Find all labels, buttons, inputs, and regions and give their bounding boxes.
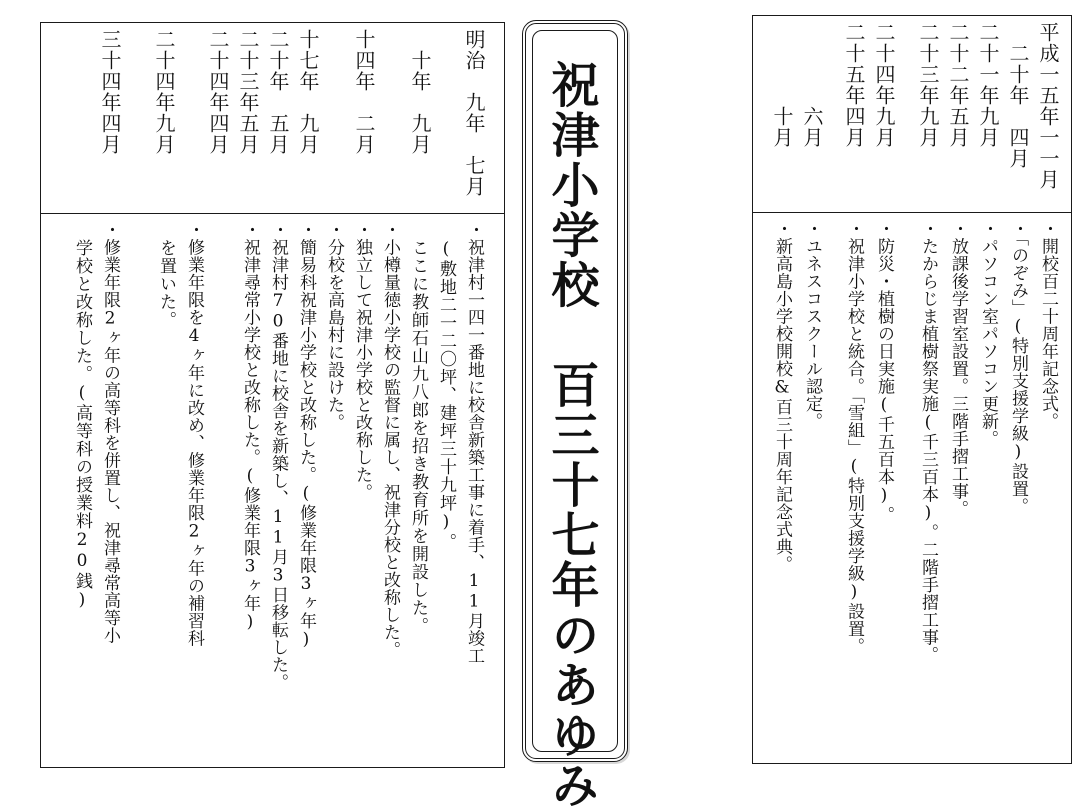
right-event-7: ・ユネスコスクール認定。	[802, 220, 822, 430]
right-date-7: 六月	[800, 22, 824, 148]
page-title: 祝津小学校 百三十七年のあゆみ	[543, 60, 599, 810]
left-date-3: 十七年 九月	[296, 29, 320, 155]
right-divider	[753, 212, 1071, 213]
left-date-2: 十四年 二月	[352, 29, 376, 155]
left-event-0: ・祝津村一四一番地に校舎新築工事に着手、11月竣工	[464, 221, 484, 665]
right-date-4: 二十三年九月	[916, 22, 940, 148]
right-date-5: 二十四年九月	[872, 22, 896, 148]
left-date-1: 十年 九月	[408, 29, 432, 155]
left-event-12: 学校と改称した。(高等科の授業料20銭)	[72, 221, 92, 611]
right-event-3: ・放課後学習室設置。三階手摺工事。	[948, 220, 968, 518]
right-event-2: ・パソコン室パソコン更新。	[978, 220, 998, 448]
left-event-9: ・修業年限を4ヶ年に改め、修業年限2ヶ年の補習科	[184, 221, 204, 647]
left-date-5: 二十三年五月	[236, 29, 260, 155]
left-timeline-panel	[40, 22, 505, 768]
right-event-8: ・新高島小学校開校&百三十周年記念式典。	[772, 220, 792, 573]
left-event-7: ・祝津村70番地に校舎を新築し、11月3日移転した。	[268, 221, 288, 691]
right-date-6: 二十五年四月	[842, 22, 866, 148]
left-date-7: 二十四年九月	[152, 29, 176, 155]
left-date-6: 二十四年四月	[206, 29, 230, 155]
left-event-5: ・分校を高島村に設けた。	[324, 221, 344, 431]
right-date-0: 平成一五年一一月	[1036, 22, 1060, 190]
left-event-11: ・修業年限2ヶ年の高等科を併置し、祝津尋常高等小	[100, 221, 120, 644]
title-frame	[522, 20, 628, 810]
right-timeline-panel	[752, 15, 1072, 764]
left-event-6: ・簡易科祝津小学校と改称した。(修業年限3ヶ年)	[296, 221, 316, 650]
left-date-8: 三十四年四月	[98, 29, 122, 155]
left-event-8: ・祝津尋常小学校と改称した。(修業年限3ヶ年)	[240, 221, 260, 633]
left-date-0: 明治 九年 七月	[462, 29, 486, 197]
right-date-3: 二十二年五月	[946, 22, 970, 148]
right-event-5: ・防災・植樹の日実施(千五百本)。	[874, 220, 894, 524]
right-date-2: 二十一年九月	[976, 22, 1000, 148]
right-event-4: ・たからじま植樹祭実施(千三百本)。二階手摺工事。	[918, 220, 938, 664]
left-divider	[41, 213, 504, 214]
right-date-8: 十月	[770, 22, 794, 148]
left-event-4: ・独立して祝津小学校と改称した。	[352, 221, 372, 501]
left-event-2: ここに教師石山九八郎を招き教育所を開設した。	[408, 221, 428, 635]
right-event-1: ・「のぞみ」(特別支援学級)設置。	[1008, 220, 1028, 515]
left-event-3: ・小樽量徳小学校の監督に属し、祝津分校と改称した。	[380, 221, 400, 659]
right-date-1: 二十年 四月	[1006, 22, 1030, 169]
left-event-1: (敷地二一二〇坪、建坪三十九坪)。	[436, 221, 456, 551]
left-event-10: を置いた。	[156, 221, 176, 329]
left-date-4: 二十年 五月	[266, 29, 290, 155]
right-event-0: ・開校百二十周年記念式。	[1038, 220, 1058, 430]
right-event-6: ・祝津小学校と統合。「雪組」(特別支援学級)設置。	[844, 220, 864, 655]
